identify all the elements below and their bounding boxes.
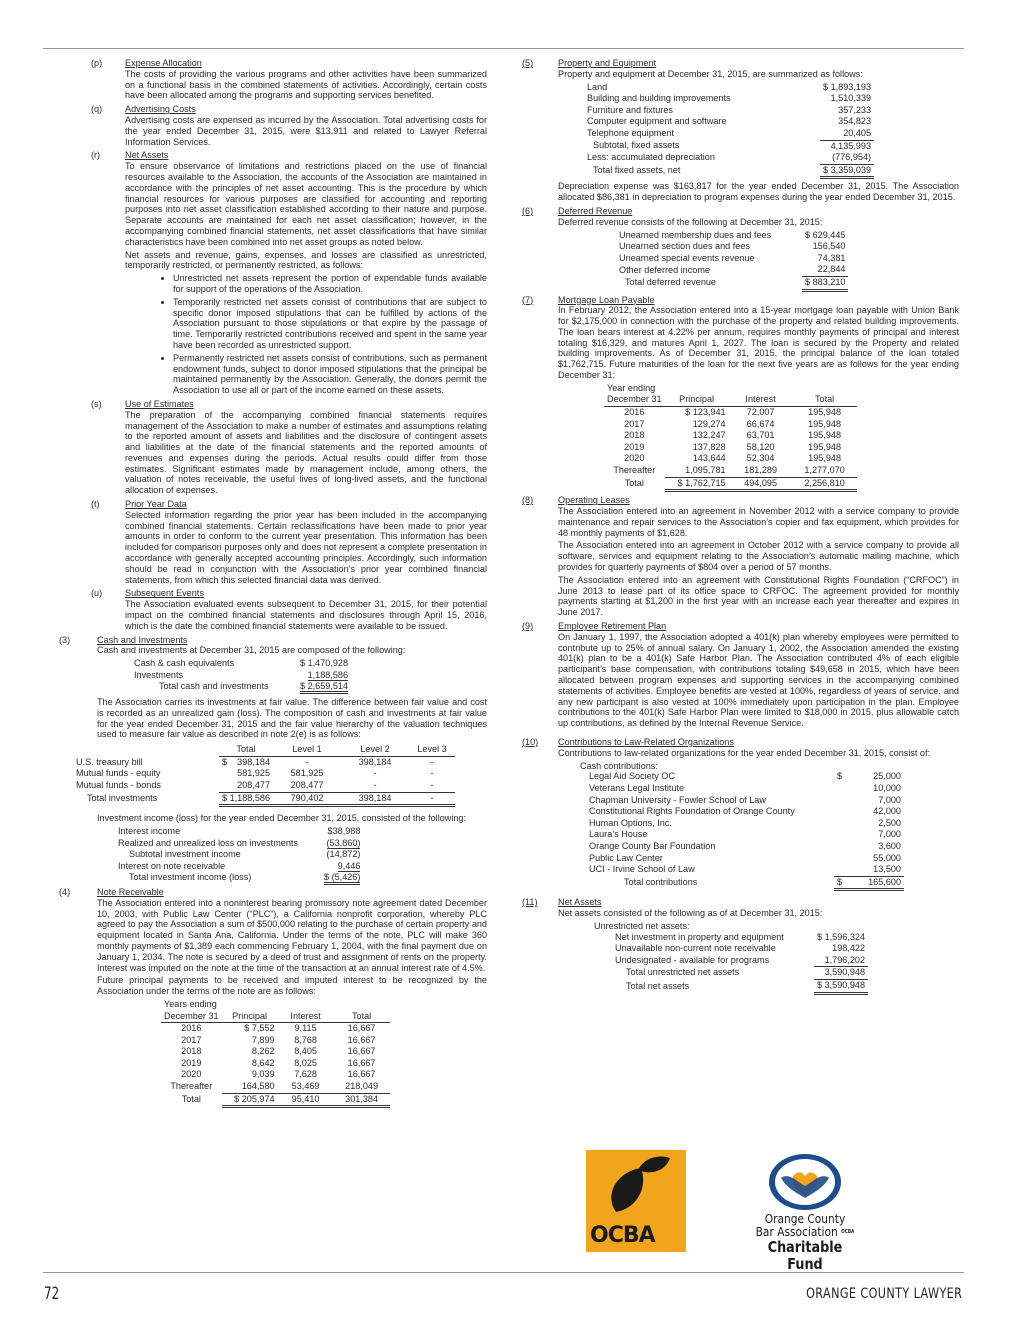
item-marker: (p) (91, 58, 103, 68)
top-rule (43, 48, 964, 49)
item-heading: Cash and Investments (97, 634, 188, 645)
table-row: Human Options, Inc. 2,500 (589, 817, 901, 828)
item-marker: (s) (91, 398, 102, 409)
table-row: Laura’s House 7,000 (589, 829, 901, 840)
table-row: 2020 143,644 52,304 195,948 (624, 453, 842, 464)
table-row: Other deferred income 22,844 (616, 264, 848, 276)
table-row: Cash & cash equivalents $ 1,470,928 (134, 658, 349, 669)
charitable-line-3: Charitable Fund (767, 1238, 843, 1273)
sub-heading: Cash contributions: (580, 760, 658, 771)
item-marker: (10) (522, 736, 539, 747)
item-text: The Association entered into a noninterest bearing promissory note agreement dated December 10, 2003, with Public Law Center (“PLC”), a California nonprofit corporation, whereby PLC agreed to pay the Association a sum of $500,000 relating to the purchase of certain property and equipment located in Santa Ana, California. Under the terms of the note, PLC will make 360 monthly payments of $1,389 each commencing February 1, 2004, with the final payment due on January 1, 2034. The note is secured by a deed of trust and assignment of rents on the property. Interest was imputed on the note at the time of the transaction at an annual interest rate of 4.5%. (97, 897, 487, 973)
note-8-operating-leases (522, 495, 959, 618)
item-heading: Note Receivable (97, 886, 164, 897)
item-text: Advertising costs are expensed as incurred by the Association. Total advertising costs for the year ended December 31, 2015, were $13,911 and related to Lawyer Referral Information Services. (125, 114, 487, 147)
note-11-net-assets (522, 897, 959, 994)
item-marker: (u) (91, 588, 103, 599)
table-row: Total unrestricted net assets 3,590,948 (612, 967, 868, 980)
contributions-table (586, 771, 904, 891)
list-item: • Temporarily restricted net assets consist of contributions that are subject to specific donor imposed stipulations that can be fulfilled by actions of the Association pursuant to those stipulations or that expire by the passage of time. Temporarily restricted contributions received and spent in the same year have been recorded as unrestricted support. (173, 297, 487, 351)
table-row: Total net assets $ 3,590,948 (612, 980, 868, 994)
leaf-icon (586, 1150, 686, 1225)
table-row: Realized and unrealized loss on investments (53,860) (118, 837, 361, 848)
table-row: Investments 1,188,586 (134, 669, 349, 680)
note-7-mortgage-loan (522, 295, 959, 493)
table-row: Total $ 205,974 95,410 301,384 (161, 1093, 390, 1107)
heart-emblem-icon (767, 1152, 843, 1212)
item-marker: (6) (522, 205, 534, 216)
property-table (584, 82, 874, 180)
item-heading: Expense Allocation (125, 58, 202, 68)
table-row: 2018 8,262 8,405 16,667 (181, 1046, 376, 1057)
mortgage-table: Year ending December 31 Principal Interest Total 2016 $ 123,941 72,007 195,948 2017 129,274 66,674 195,948 2018 132,247 63,701 195,948 2019 137,828 58,120 195,948 2020 143,644 52,304 195,948 Thereafter 1,095,781 181,289 1,277,070 Total $ 1,762,715 494,095 2,256,810 (604, 383, 857, 492)
item-heading: Operating Leases (558, 495, 630, 506)
left-column (55, 58, 487, 1111)
table-row: Thereafter 1,095,781 181,289 1,277,070 (604, 465, 857, 477)
table-row: Total investment income (loss) $ (5,426) (115, 872, 363, 884)
item-text: The Association entered into an agreement with Constitutional Rights Foundation (“CRFOC”) in June 2013 to lease part of its office space to CRFOC. The agreement provided for monthly payments starting at $1,200 in the first year with an increase each year thereafter and expires in June 2017. (558, 574, 959, 618)
item-text: The Association entered into an agreement in November 2012 with a service company to provide maintenance and repair services to the Association’s copier and fax equipment, which provides for 48 monthly payments of $1,628. (558, 506, 959, 538)
item-text: Cash and investments at December 31, 2015 are composed of the following: (97, 645, 406, 656)
table-row: Unearned membership dues and fees $ 629,445 (619, 229, 846, 240)
item-text: Depreciation expense was $163,817 for the year ended December 31, 2015. The Association allocated $86,381 in depreciation to program expenses during the year ended December 31, 2015. (558, 181, 959, 203)
table-row: 2019 137,828 58,120 195,948 (624, 441, 842, 452)
item-text: The preparation of the accompanying combined financial statements requires management of the Association to make a number of estimates and assumptions relating to the reported amount of assets and liabilities and the disclosure of contingent assets and liabilities at the date of the financial statements and the reported amounts of revenues and expenses during the periods. Actual results could differ from those estimates. Significant estimates made by management include, among others, the valuation of notes receivable, the useful lives of long-lived assets, and the functional allocation of expenses. (125, 409, 487, 496)
table-row: Unearned section dues and fees 156,540 (619, 241, 846, 252)
charitable-fund-logo (740, 1152, 870, 1273)
right-column (522, 58, 959, 998)
item-heading: Deferred Revenue (558, 205, 633, 216)
net-asset-bullets (125, 273, 487, 396)
note-4-note-receivable (59, 887, 487, 1108)
table-header: December 31 Principal Interest Total (604, 394, 857, 406)
publication-name: ORANGE COUNTY LAWYER (805, 1286, 962, 1302)
cash-table (131, 658, 351, 693)
table-row: Total deferred revenue $ 883,210 (616, 276, 848, 290)
item-text: The Association carries its investments at fair value. The difference between fair value and cost is recorded as an unrealized gain (loss). The composition of cash and investments at fair value for the year ended December 31, 2015 and the fair value hierarchy of the valuation techniques used to measure fair value as described in note 2(e) is as follows: (97, 697, 487, 740)
table-row: Chapman University - Fowler School of Law 7,000 (589, 794, 901, 805)
item-marker: (4) (59, 886, 71, 897)
item-text: The Association entered into an agreement in October 2012 with a service company to provide all software, services and equipment relating to the Association’s automatic mailing machine, which provides for quarterly payments of $804 over a period of 57 months. (558, 540, 959, 572)
table-row: 2017 7,899 8,768 16,667 (181, 1034, 376, 1045)
item-text: The Association evaluated events subsequent to December 31, 2015, for their potential impact on the combined financial statements and disclosures through April 15, 2016, which is the date the combined financial statements were available to be issued. (125, 599, 487, 631)
table-row: UCI - Irvine School of Law 13,500 (586, 864, 904, 876)
bottom-rule (43, 1272, 964, 1273)
table-row: Land $ 1,893,193 (587, 81, 872, 92)
table-row: Veterans Legal Institute 10,000 (589, 782, 901, 793)
net-assets-table (612, 932, 868, 995)
table-row: Constitutional Rights Foundation of Orange County 42,000 (589, 806, 901, 817)
item-marker: (7) (522, 294, 534, 305)
table-row: Legal Aid Society OC $ 25,000 (589, 771, 901, 782)
table-row: Building and building improvements 1,510,339 (587, 93, 872, 104)
table-row: Total fixed assets, net $ 3,359,039 (584, 164, 874, 178)
item-heading: Use of Estimates (125, 398, 194, 409)
item-marker: (q) (91, 104, 103, 115)
item-text: To ensure observance of limitations and restrictions placed on the use of financial resources available to the Association, the accounts of the Association are maintained in accordance with the principles of net asset accounting. This is the procedure by which financial resources for various purposes are classified for accounting and reporting purposes into net asset classification established according to their nature and purpose. Separate accounts are maintained for each net asset classification; however, in the accompanying combined financial statements, net asset classifications that have similar characteristics have been combined into net asset groups as noted below. (125, 161, 487, 247)
item-heading: Mortgage Loan Payable (558, 294, 655, 305)
note-9-retirement-plan (522, 621, 959, 729)
table-row: 2018 132,247 63,701 195,948 (624, 430, 842, 441)
table-row: Mutual funds - equity 581,925 581,925 - - (76, 768, 434, 779)
table-row: Subtotal, fixed assets 4,135,993 (593, 140, 872, 151)
note-q (55, 104, 487, 147)
table-row: 2020 9,039 7,628 16,667 (181, 1069, 376, 1080)
note-p (55, 58, 487, 101)
item-text: Selected information regarding the prior year has been included in the accompanying combined financial statements. Certain reclassifications have been made to prior year amounts in order to conform to the current year presentation. This information has been included for comparison purposes only and does not represent a complete presentation in accordance with generally accepted accounting principles. Accordingly, such information should be read in conjunction with the Association’s prior year combined financial statements, from which this selected financial data was derived. (125, 509, 487, 585)
ocba-text: OCBA (590, 1223, 655, 1248)
fair-value-table (73, 744, 455, 807)
note-s (55, 399, 487, 496)
item-heading: Prior Year Data (125, 499, 187, 510)
item-text: Investment income (loss) for the year ended December 31, 2015, consisted of the following: (97, 813, 466, 824)
item-heading: Contributions to Law-Related Organizations (558, 736, 734, 747)
item-heading: Net Assets (125, 150, 169, 161)
table-row: Computer equipment and software 354,823 (587, 116, 872, 127)
item-marker: (11) (522, 897, 538, 908)
note-receivable-table: Years ending December 31 Principal Interest Total 2016 $ 7,552 9,115 16,667 2017 7,899 8,768 16,667 2018 8,262 8,405 16,667 2019 8,642 8,025 16,667 2020 9,039 7,628 16,667 Thereafter 164,580 53,469 218,049 Total $ 205,974 95,410 301,384 (161, 999, 390, 1108)
table-row: Mutual funds - bonds 208,477 208,477 - - (73, 780, 455, 792)
list-item: • Unrestricted net assets represent the portion of expendable funds available for support of the operations of the Association. (173, 273, 487, 295)
item-marker: (9) (522, 620, 534, 631)
item-text: Net assets and revenue, gains, expenses, and losses are classified as unrestricted, temporarily restricted, or permanently restricted, as follows: (125, 249, 487, 271)
note-t (55, 499, 487, 585)
table-row: Interest on note receivable 9,446 (118, 860, 361, 871)
note-u (55, 588, 487, 631)
table-row: Thereafter 164,580 53,469 218,049 (161, 1081, 390, 1093)
table-row: 2016 $ 123,941 72,007 195,948 (624, 407, 842, 418)
table-row: 2016 $ 7,552 9,115 16,667 (181, 1023, 376, 1034)
charitable-line-2: Bar Association (755, 1224, 838, 1239)
item-text: Net assets consisted of the following as of at December 31, 2015: (558, 908, 823, 919)
charitable-line-1: Orange County (764, 1211, 846, 1226)
note-3-cash-investments (59, 635, 487, 884)
note-r (55, 150, 487, 396)
item-marker: (t) (91, 499, 100, 510)
item-text: Property and equipment at December 31, 2015, are summarized as follows: (558, 68, 863, 79)
item-marker: (5) (522, 58, 534, 68)
table-row: Net investment in property and equipment $ 1,596,324 (615, 931, 866, 942)
item-text: The costs of providing the various programs and other activities have been summarized on a functional basis in the combined statements of activities. Accordingly, certain costs have been allocated among the programs and supporting services benefited. (125, 68, 487, 101)
item-text: On January 1, 1997, the Association adopted a 401(k) plan whereby employees were permitted to contribute up to 25% of annual salary. On January 1, 2002, the Association amended the existing 401(k) plan to be a 401(k) Safe Harbor Plan. The Association contributed 4% of each eligible participant’s base compensation, with contributions totaling $49,658 in 2015, which have been allocated between program expenses and supporting services in the accompanying combined statements of activities. Employee benefits are vested at 100%, regardless of years of service, and any new participant is also vested at 100% immediately upon participation in the plan. Employee contributions to the 401(k) Safe Harbor Plan were limited to $18,000 in 2015, plus allowable catch up contributions, as defined by the Internal Revenue Service. (558, 631, 959, 729)
item-marker: (r) (91, 150, 101, 161)
item-marker: (3) (59, 634, 71, 645)
table-row: Unavailable non-current note receivable 198,422 (615, 943, 866, 954)
note-10-contributions (522, 737, 959, 891)
table-header: Total Level 1 Level 2 Level 3 (73, 744, 455, 756)
page-number: 72 (44, 1284, 60, 1304)
item-text: Future principal payments to be received and imputed interest to be recognized by the Association under the terms of the note are as follows: (97, 975, 487, 997)
item-heading: Property and Equipment (558, 58, 657, 68)
item-text: In February 2012, the Association entered into a 15-year mortgage loan payable with Union Bank for $2,175,000 in connection with the purchase of the property and related building improvements. The loan bears interest at 4.22% per annum, requires monthly payments of principal and interest totaling $16,329, and matures April 1, 2027. The loan is secured by the Property and related building improvements. As of December 31, 2015, the principal balance of the loan totaled $1,762,715. Future maturities of the loan for the next five years are as follows for the year ending December 31: (558, 305, 959, 381)
table-header: December 31 Principal Interest Total (161, 1011, 390, 1023)
deferred-revenue-table (616, 230, 848, 292)
table-row: Public Law Center 55,000 (589, 852, 901, 863)
sub-heading: Unrestricted net assets: (594, 920, 690, 931)
table-row: Telephone equipment 20,405 (584, 128, 874, 140)
note-5-property-equipment (522, 58, 959, 203)
table-row: Furniture and fixtures 357,233 (587, 104, 872, 115)
table-row: Undesignated - available for programs 1,796,202 (612, 955, 868, 967)
item-marker: (8) (522, 495, 534, 506)
table-row: Total contributions $ 165,600 (586, 876, 904, 890)
table-row: Unearned special events revenue 74,381 (619, 252, 846, 263)
ocba-logo (586, 1150, 686, 1252)
table-row: U.S. treasury bill $ 398,184 - 398,184 - (76, 756, 434, 767)
charitable-small-ocba: OCBA (841, 1229, 855, 1235)
item-heading: Employee Retirement Plan (558, 620, 667, 631)
table-row: Less: accumulated depreciation (776,954) (584, 152, 874, 164)
note-6-deferred-revenue (522, 206, 959, 292)
logos (580, 1150, 940, 1273)
item-heading: Advertising Costs (125, 104, 196, 115)
item-heading: Subsequent Events (125, 588, 204, 599)
item-heading: Net Assets (558, 897, 602, 908)
table-row: Interest income $38,988 (118, 825, 361, 836)
table-row: Subtotal investment income (14,872) (129, 849, 361, 860)
item-text: Contributions to law-related organizations for the year ended December 31, 2015, consist of: (558, 747, 931, 758)
investment-income-table (115, 826, 363, 884)
table-row: Total cash and investments $ 2,659,514 (131, 681, 351, 693)
table-row: 2019 8,642 8,025 16,667 (181, 1057, 376, 1068)
table-row: 2017 129,274 66,674 195,948 (624, 418, 842, 429)
table-row: Total investments $ 1,188,586 790,402 398,184 - (73, 792, 455, 806)
table-row: Orange County Bar Foundation 3,600 (589, 840, 901, 851)
list-item: • Permanently restricted net assets consist of contributions, such as permanent endowment funds, subject to donor imposed stipulations that the principal be maintained permanently by the Association. Generally, the donors permit the Association to use all or part of the income earned on these assets. (173, 353, 487, 396)
table-row: Total $ 1,762,715 494,095 2,256,810 (604, 477, 857, 491)
item-text: Deferred revenue consists of the following at December 31, 2015: (558, 216, 823, 227)
